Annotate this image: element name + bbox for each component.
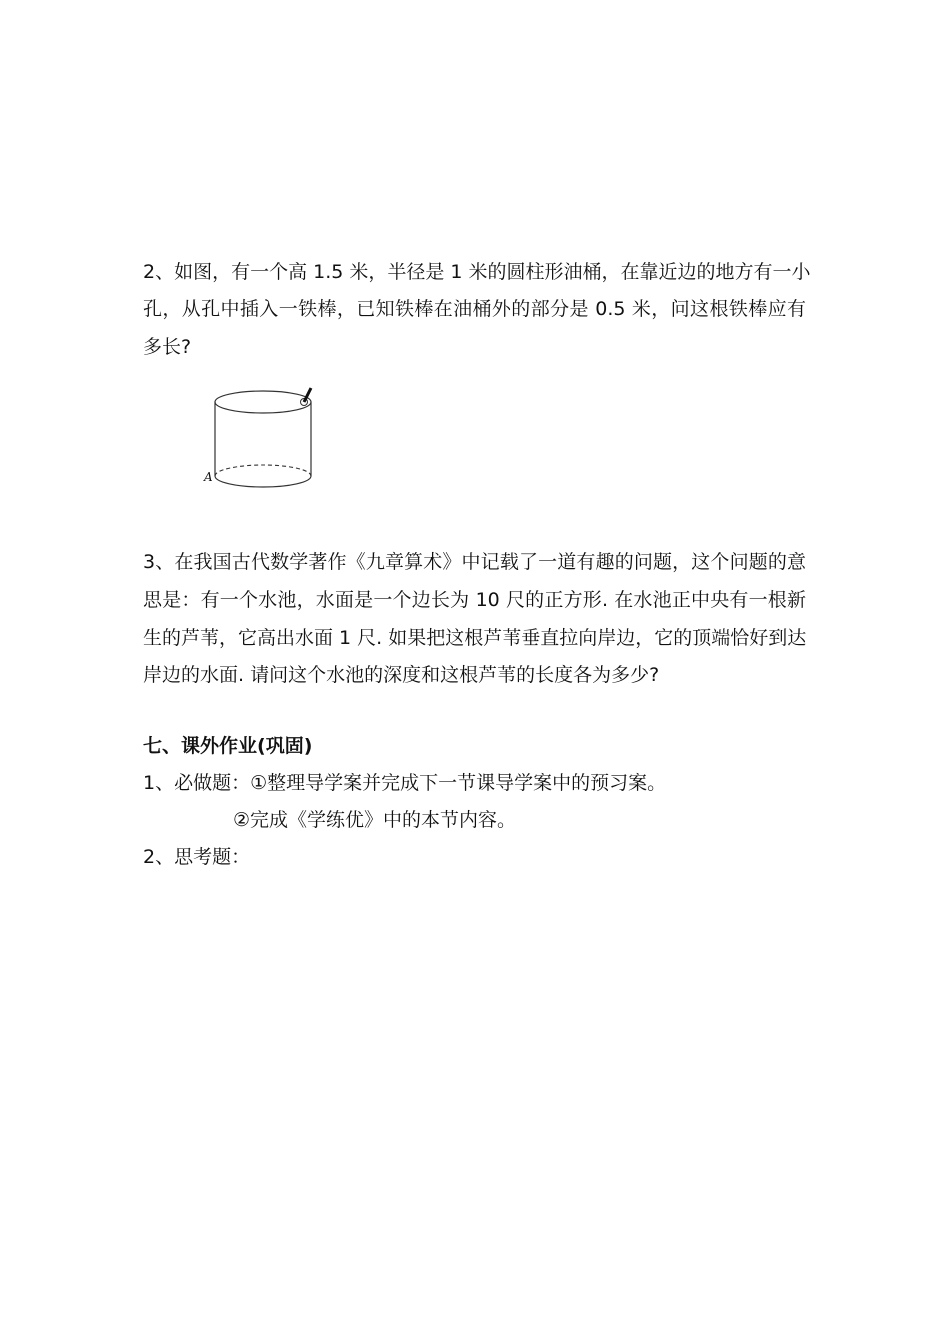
homework-heading [143, 733, 312, 759]
homework-heading-title: 七、课外作业 [143, 735, 258, 757]
homework-heading-note: (巩固) [257, 735, 313, 757]
problem3-line4: 岸边的水面. 请问这个水池的深度和这根芦苇的长度各为多少? [143, 664, 660, 686]
figure-label-a: A [204, 470, 213, 484]
problem2-line3: 多长? [143, 336, 192, 358]
problem2-line2: 孔，从孔中插入一铁棒，已知铁棒在油桶外的部分是 0.5 米，问这根铁棒应有 [143, 298, 806, 320]
problem2-line1: 2、如图，有一个高 1.5 米，半径是 1 米的圆柱形油桶，在靠近边的地方有一小 [143, 261, 811, 283]
problem3-line2: 思是：有一个水池，水面是一个边长为 10 尺的正方形. 在水池正中央有一根新 [143, 589, 806, 611]
problem3-line1: 3、在我国古代数学著作《九章算术》中记载了一道有趣的问题，这个问题的意 [143, 551, 806, 573]
problem3-line3: 生的芦苇，它高出水面 1 尺. 如果把这根芦苇垂直拉向岸边，它的顶端恰好到达 [143, 627, 807, 649]
homework-item1b: ②完成《学练优》中的本节内容。 [233, 809, 517, 831]
homework-item1: 1、必做题：①整理导学案并完成下一节课导学案中的预习案。 [143, 772, 667, 794]
homework-item2: 2、思考题： [143, 846, 251, 868]
